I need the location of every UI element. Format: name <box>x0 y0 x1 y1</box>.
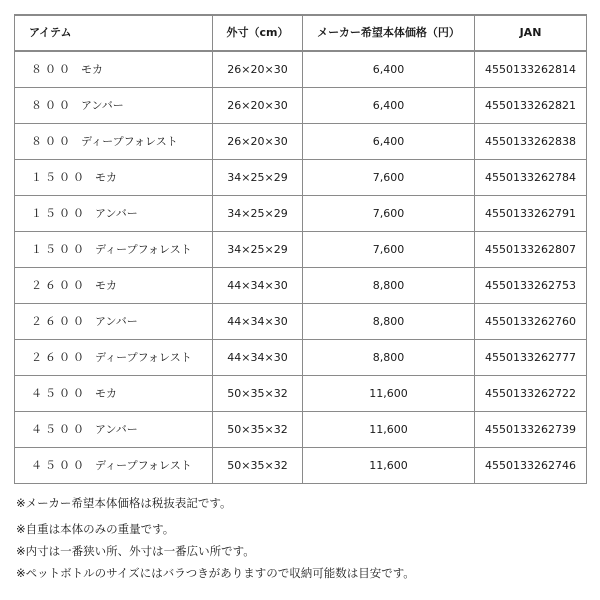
jan-cell: 4550133262760 <box>475 304 587 340</box>
price-note: ※メーカー希望本体価格は税抜表記です。 <box>16 496 232 510</box>
price-cell: 7,600 <box>303 160 475 196</box>
price-cell: 11,600 <box>303 376 475 412</box>
model-label: ２６００ <box>31 350 87 364</box>
jan-cell: 4550133262807 <box>475 232 587 268</box>
model-label: ４５００ <box>31 422 87 436</box>
table-row <box>15 196 587 232</box>
table-row <box>15 124 587 160</box>
color-label: ディープフォレスト <box>95 350 192 364</box>
price-cell: 7,600 <box>303 232 475 268</box>
item-cell <box>15 88 213 124</box>
table-header-row <box>15 15 587 51</box>
table-row <box>15 340 587 376</box>
jan-cell: 4550133262722 <box>475 376 587 412</box>
size-cell: 50×35×32 <box>213 412 303 448</box>
jan-cell: 4550133262784 <box>475 160 587 196</box>
model-label: １５００ <box>31 170 87 184</box>
table-row <box>15 268 587 304</box>
price-cell: 8,800 <box>303 268 475 304</box>
jan-cell: 4550133262739 <box>475 412 587 448</box>
capacity-note: ※ペットボトルのサイズにはバラつきがありますので収納可能数は目安です。 <box>16 566 415 580</box>
jan-cell: 4550133262814 <box>475 51 587 88</box>
size-cell: 34×25×29 <box>213 160 303 196</box>
table-row <box>15 232 587 268</box>
item-cell <box>15 124 213 160</box>
size-cell: 44×34×30 <box>213 304 303 340</box>
item-cell <box>15 160 213 196</box>
table-body <box>15 51 587 484</box>
item-cell <box>15 232 213 268</box>
size-cell: 44×34×30 <box>213 268 303 304</box>
item-cell <box>15 51 213 88</box>
color-label: ディープフォレスト <box>95 242 192 256</box>
item-cell <box>15 412 213 448</box>
jan-cell: 4550133262838 <box>475 124 587 160</box>
price-cell: 8,800 <box>303 340 475 376</box>
price-cell: 11,600 <box>303 412 475 448</box>
size-cell: 26×20×30 <box>213 124 303 160</box>
color-label: モカ <box>95 170 117 184</box>
price-cell: 6,400 <box>303 88 475 124</box>
size-cell: 34×25×29 <box>213 196 303 232</box>
model-label: ８００ <box>31 62 73 76</box>
color-label: モカ <box>95 278 117 292</box>
table-row <box>15 88 587 124</box>
color-label: アンバー <box>95 422 138 436</box>
item-cell <box>15 304 213 340</box>
model-label: ８００ <box>31 134 73 148</box>
model-label: ４５００ <box>31 386 87 400</box>
model-label: ４５００ <box>31 458 87 472</box>
jan-cell: 4550133262821 <box>475 88 587 124</box>
model-label: ２６００ <box>31 314 87 328</box>
item-cell <box>15 376 213 412</box>
jan-cell: 4550133262753 <box>475 268 587 304</box>
jan-cell: 4550133262777 <box>475 340 587 376</box>
header-size: 外寸（cm） <box>213 15 303 51</box>
header-item: アイテム <box>15 15 213 51</box>
price-cell: 8,800 <box>303 304 475 340</box>
size-cell: 26×20×30 <box>213 51 303 88</box>
price-cell: 6,400 <box>303 51 475 88</box>
table-row <box>15 51 587 88</box>
color-label: モカ <box>81 62 103 76</box>
table-row <box>15 304 587 340</box>
notes-section <box>14 492 586 584</box>
color-label: アンバー <box>95 206 138 220</box>
header-price: メーカー希望本体価格（円） <box>303 15 475 51</box>
size-cell: 34×25×29 <box>213 232 303 268</box>
table-row <box>15 160 587 196</box>
model-label: １５００ <box>31 206 87 220</box>
weight-note: ※自重は本体のみの重量です。 <box>16 522 175 536</box>
size-cell: 50×35×32 <box>213 448 303 484</box>
jan-cell: 4550133262746 <box>475 448 587 484</box>
item-cell <box>15 340 213 376</box>
price-cell: 11,600 <box>303 448 475 484</box>
table-row <box>15 412 587 448</box>
item-cell <box>15 268 213 304</box>
price-cell: 7,600 <box>303 196 475 232</box>
color-label: モカ <box>95 386 117 400</box>
table-row <box>15 376 587 412</box>
color-label: ディープフォレスト <box>95 458 192 472</box>
size-cell: 26×20×30 <box>213 88 303 124</box>
item-cell <box>15 448 213 484</box>
model-label: １５００ <box>31 242 87 256</box>
dimension-note: ※内寸は一番狭い所、外寸は一番広い所です。 <box>16 544 255 558</box>
color-label: アンバー <box>95 314 138 328</box>
header-jan: JAN <box>475 15 587 51</box>
model-label: ８００ <box>31 98 73 112</box>
color-label: ディープフォレスト <box>81 134 178 148</box>
spec-table <box>14 14 587 484</box>
size-cell: 44×34×30 <box>213 340 303 376</box>
jan-cell: 4550133262791 <box>475 196 587 232</box>
size-cell: 50×35×32 <box>213 376 303 412</box>
color-label: アンバー <box>81 98 124 112</box>
spec-sheet <box>14 14 586 584</box>
table-row <box>15 448 587 484</box>
price-cell: 6,400 <box>303 124 475 160</box>
model-label: ２６００ <box>31 278 87 292</box>
item-cell <box>15 196 213 232</box>
